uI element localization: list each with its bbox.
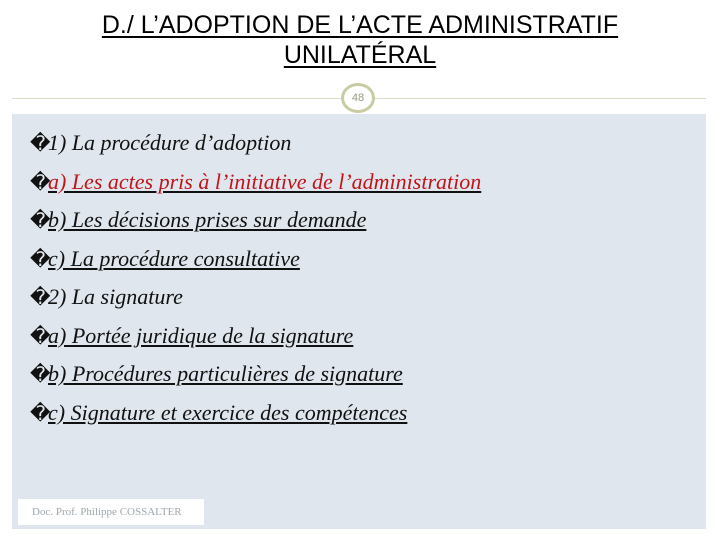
bullet-item — [30, 398, 690, 437]
bullet-text: c) Signature et exercice des compétences — [48, 399, 408, 425]
bullet-marker-icon: � — [30, 210, 51, 232]
bullet-item — [30, 128, 690, 167]
bullet-marker-icon: � — [30, 402, 51, 425]
bullet-item — [30, 244, 690, 283]
bullet-text: b) Les décisions prises sur demande — [48, 207, 367, 232]
bullet-text: a) Les actes pris à l’initiative de l’administration — [48, 168, 482, 194]
page-number-badge: 48 — [341, 83, 375, 113]
title-line-1: D./ L’ADOPTION DE L’ACTE ADMINISTRATIF — [101, 11, 619, 39]
bullet-marker-icon: � — [30, 248, 51, 271]
slide-title — [20, 10, 700, 70]
bullet-text: c) La procédure consultative — [48, 245, 300, 271]
bullet-item — [30, 359, 690, 398]
bullet-item — [30, 205, 690, 244]
bullet-text: b) Procédures particulières de signature — [48, 361, 403, 386]
bullet-item — [30, 282, 690, 321]
bullet-list — [30, 128, 690, 436]
bullet-marker-icon: � — [30, 364, 51, 386]
bullet-text: 2) La signature — [48, 284, 183, 309]
footer-author: Doc. Prof. Philippe COSSALTER — [18, 499, 204, 525]
bullet-item — [30, 167, 690, 206]
bullet-marker-icon: � — [30, 133, 51, 155]
bullet-item — [30, 321, 690, 360]
title-line-2: UNILATÉRAL — [283, 41, 437, 69]
bullet-text: 1) La procédure d’adoption — [48, 130, 292, 155]
bullet-marker-icon: � — [30, 171, 51, 194]
bullet-text: a) Portée juridique de la signature — [48, 322, 354, 348]
bullet-marker-icon: � — [30, 325, 51, 348]
bullet-marker-icon: � — [30, 287, 51, 309]
